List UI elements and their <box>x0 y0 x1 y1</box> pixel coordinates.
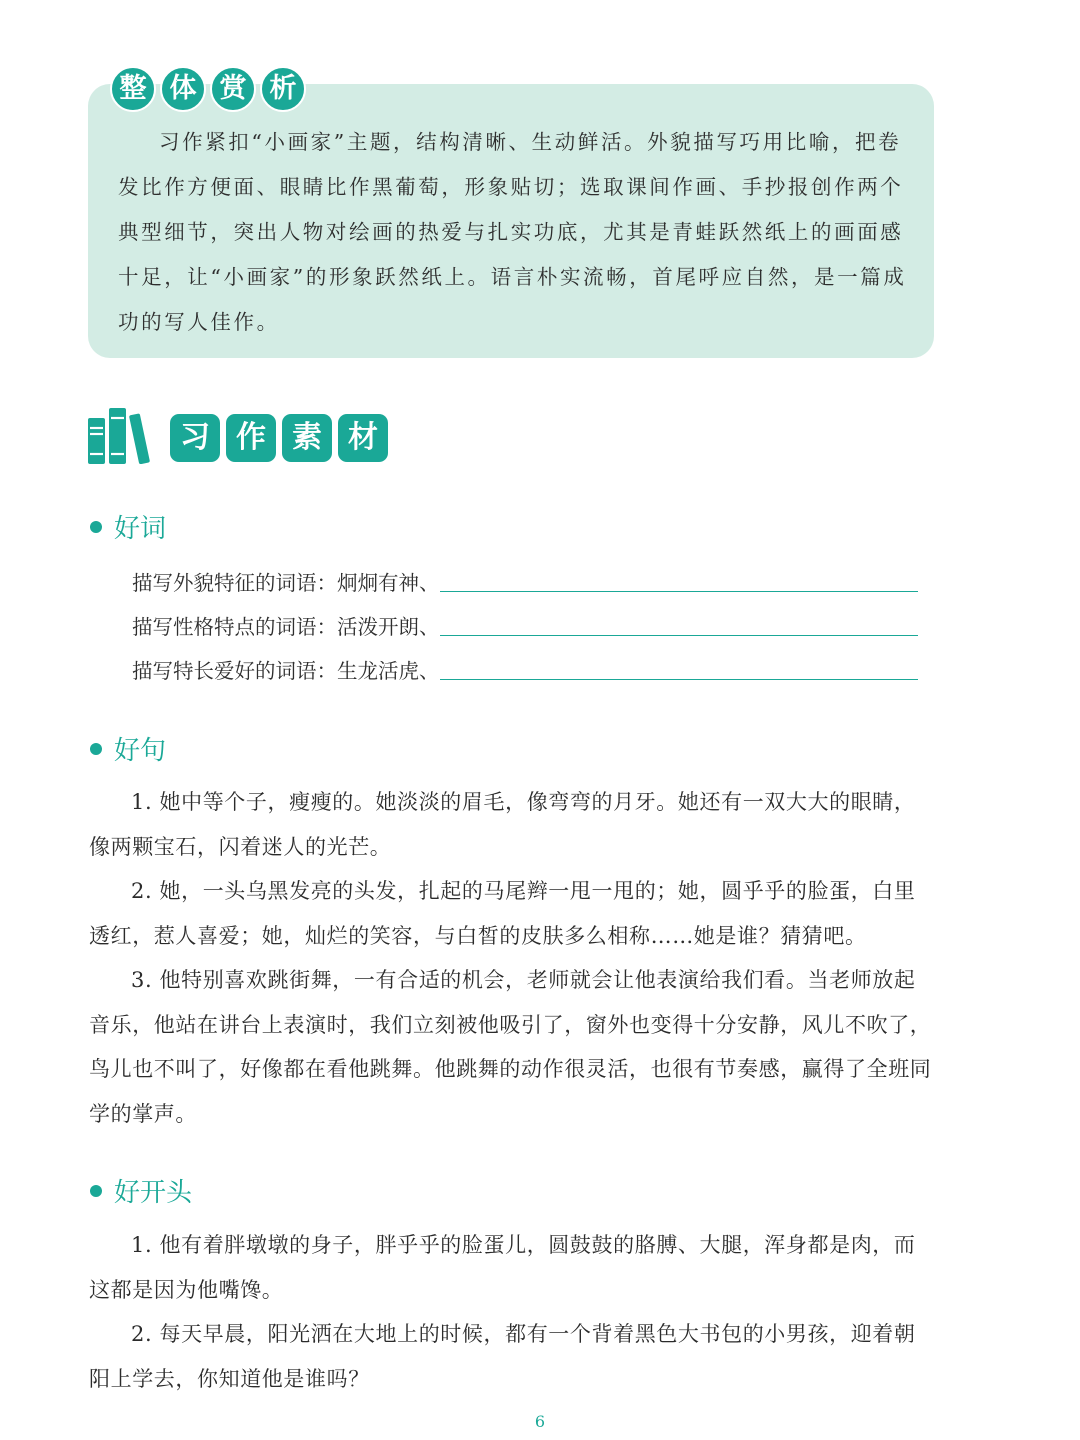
good-openings-heading-text: 好开头 <box>114 1178 193 1208</box>
word-line-text: 描写外貌特征的词语：炯炯有神、 <box>132 571 440 595</box>
opening-item-2: 2. 每天早晨，阳光洒在大地上的时候，都有一个背着黑色大书包的小男孩，迎着朝阳上学去，你知道他是谁吗？ <box>89 1322 916 1391</box>
fill-blank-line[interactable] <box>440 634 918 636</box>
section-title-char: 习 <box>170 414 220 462</box>
sentence-item-1: 1. 她中等个子，瘦瘦的。她淡淡的眉毛，像弯弯的月牙。她还有一双大大的眼睛，像两颗宝石，闪着迷人的光芒。 <box>89 790 916 859</box>
bullet-dot <box>90 1185 102 1197</box>
section-title-char: 作 <box>226 414 276 462</box>
section-title <box>170 414 388 462</box>
good-sentences-heading <box>90 730 166 767</box>
opening-item-1: 1. 他有着胖墩墩的身子，胖乎乎的脸蛋儿，圆鼓鼓的胳膊、大腿，浑身都是肉，而这都是因为他嘴馋。 <box>89 1233 916 1302</box>
word-line-personality <box>132 610 918 640</box>
appreciation-title-char: 析 <box>260 66 306 112</box>
good-sentences-heading-text: 好句 <box>114 736 167 766</box>
word-line-text: 描写性格特点的词语：活泼开朗、 <box>132 615 440 639</box>
good-words-heading-text: 好词 <box>114 514 167 544</box>
fill-blank-line[interactable] <box>440 590 918 592</box>
appreciation-text: 习作紧扣“小画家”主题，结构清晰、生动鲜活。外貌描写巧用比喻，把卷发比作方便面、眼睛比作黑葡萄，形象贴切；选取课间作画、手抄报创作两个典型细节，突出人物对绘画的热爱与扎实功底，尤其是青蛙跃然纸上的画面感十足，让“小画家”的形象跃然纸上。语言朴实流畅，首尾呼应自然，是一篇成功的写人佳作。 <box>118 130 907 334</box>
fill-blank-line[interactable] <box>440 678 918 680</box>
word-line-text: 描写特长爱好的词语：生龙活虎、 <box>132 659 440 683</box>
sentence-item-2: 2. 她，一头乌黑发亮的头发，扎起的马尾辫一甩一甩的；她，圆乎乎的脸蛋，白里透红，惹人喜爱；她，灿烂的笑容，与白皙的皮肤多么相称……她是谁？猜猜吧。 <box>89 879 916 948</box>
section-title-char: 素 <box>282 414 332 462</box>
bullet-dot <box>90 521 102 533</box>
appreciation-title-char: 整 <box>110 66 156 112</box>
sentence-item-3: 3. 他特别喜欢跳街舞，一有合适的机会，老师就会让他表演给我们看。当老师放起音乐，他站在讲台上表演时，我们立刻被他吸引了，窗外也变得十分安静，风儿不吹了，鸟儿也不叫了，好像都在看他跳舞。他跳舞的动作很灵活，也很有节奏感，赢得了全班同学的掌声。 <box>89 968 932 1126</box>
books-icon <box>88 404 158 464</box>
good-openings-heading <box>90 1172 192 1209</box>
appreciation-title-char: 体 <box>160 66 206 112</box>
appreciation-title-char: 赏 <box>210 66 256 112</box>
page-number: 6 <box>534 1412 546 1431</box>
word-line-appearance <box>132 566 918 596</box>
good-words-heading <box>90 508 166 545</box>
bullet-dot <box>90 743 102 755</box>
word-line-hobby <box>132 654 918 684</box>
appreciation-title <box>110 66 306 114</box>
section-title-char: 材 <box>338 414 388 462</box>
